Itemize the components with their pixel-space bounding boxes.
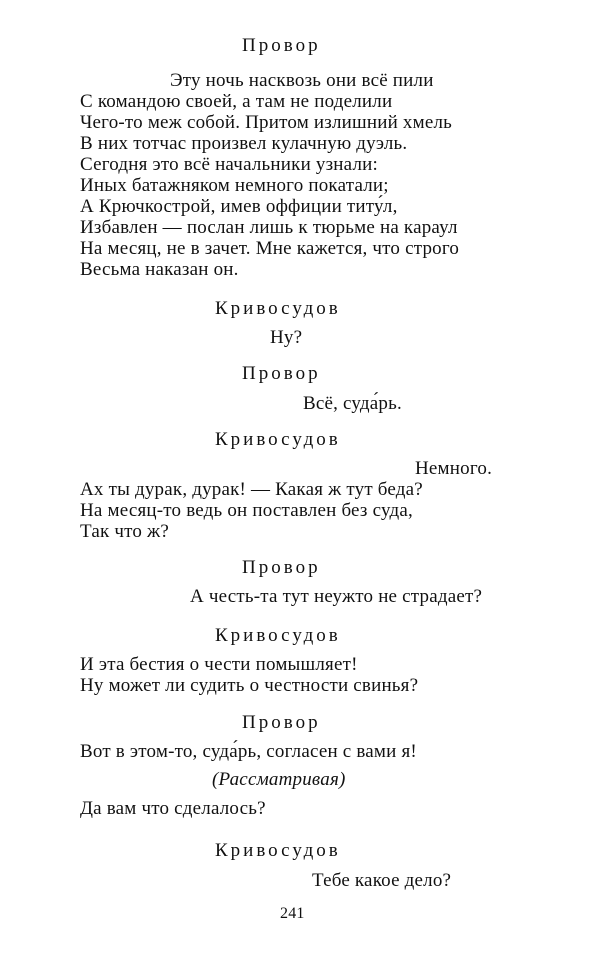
verse-line: Ну? xyxy=(270,327,303,348)
verse-line: Эту ночь насквозь они всё пили xyxy=(170,70,434,91)
speaker-name: Кривосудов xyxy=(215,625,341,646)
verse-line: Да вам что сделалось? xyxy=(80,798,266,819)
verse-line: На месяц-то ведь он поставлен без суда, xyxy=(80,500,413,521)
verse-line: Ах ты дурак, дурак! — Какая ж тут беда? xyxy=(80,479,423,500)
verse-line: Весьма наказан он. xyxy=(80,259,239,280)
verse-line: Иных батажняком немного покатали; xyxy=(80,175,389,196)
verse-line: Чего-то меж собой. Притом излишний хмель xyxy=(80,112,452,133)
verse-line: Так что ж? xyxy=(80,521,169,542)
speaker-name: Провор xyxy=(242,712,321,733)
verse-line: В них тотчас произвел кулачную дуэль. xyxy=(80,133,408,154)
verse-line: На месяц, не в зачет. Мне кажется, что строго xyxy=(80,238,460,259)
verse-line: А Крючкострой, имев оффиции титу́л, xyxy=(80,196,398,217)
verse-line: И эта бестия о чести помышляет! xyxy=(80,654,358,675)
page-number: 241 xyxy=(280,905,305,922)
verse-line: Немного. xyxy=(415,458,493,479)
verse-line: Сегодня это всё начальники узнали: xyxy=(80,154,378,175)
verse-line: С командою своей, а там не поделили xyxy=(80,91,393,112)
verse-line: Вот в этом-то, суда́рь, согласен с вами я! xyxy=(80,741,417,762)
verse-line: Избавлен — послан лишь к тюрьме на караул xyxy=(80,217,458,238)
verse-line: Всё, суда́рь. xyxy=(303,393,402,414)
speaker-name: Кривосудов xyxy=(215,298,341,319)
verse-line: А честь-та тут неужто не страдает? xyxy=(190,586,483,607)
speaker-name: Провор xyxy=(242,557,321,578)
speaker-name: Провор xyxy=(242,35,321,56)
speaker-name: Провор xyxy=(242,363,321,384)
speaker-name: Кривосудов xyxy=(215,840,341,861)
verse-line: Тебе какое дело? xyxy=(312,870,452,891)
verse-line: Ну может ли судить о честности свинья? xyxy=(80,675,419,696)
stage-direction: (Рассматривая) xyxy=(212,769,346,790)
speaker-name: Кривосудов xyxy=(215,429,341,450)
